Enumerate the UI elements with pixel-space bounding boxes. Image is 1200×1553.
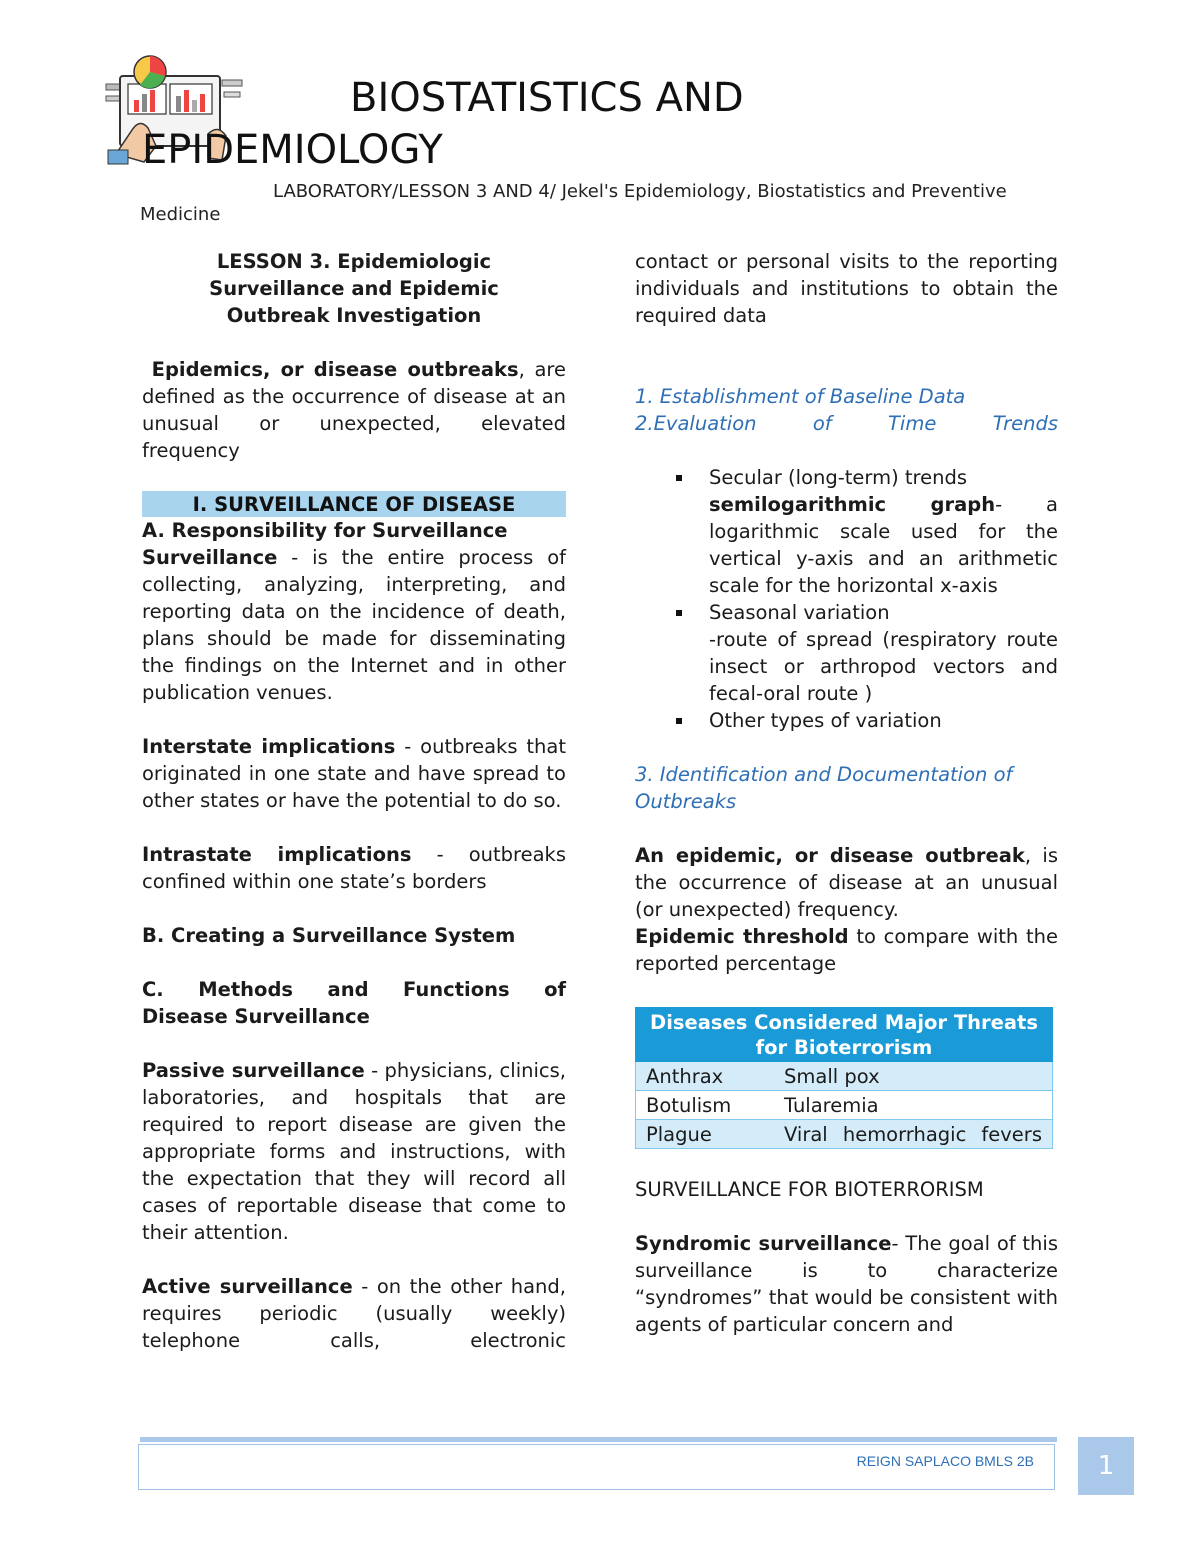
table-row bbox=[636, 1120, 1053, 1149]
lesson-heading-line: Surveillance and Epidemic bbox=[209, 277, 499, 300]
active-definition: - on the other hand, requires periodic (usually weekly) telephone calls, electronic bbox=[142, 1275, 566, 1352]
table-cell: Tularemia bbox=[774, 1091, 1053, 1120]
semilog-term: semilogarithmic graph bbox=[709, 493, 996, 516]
active-term: Active surveillance bbox=[142, 1275, 353, 1298]
surveillance-term: Surveillance bbox=[142, 546, 278, 569]
intro-paragraph bbox=[142, 356, 566, 464]
intrastate-paragraph bbox=[142, 841, 566, 895]
table-cell: Anthrax bbox=[636, 1062, 775, 1091]
right-column bbox=[635, 248, 1058, 1338]
intrastate-definition: - outbreaks confined within one state’s borders bbox=[142, 843, 566, 893]
passive-term: Passive surveillance bbox=[142, 1059, 365, 1082]
table-cell: Plague bbox=[636, 1120, 775, 1149]
document-title: BIOSTATISTICS AND EPIDEMIOLOGY bbox=[142, 75, 744, 173]
passive-paragraph bbox=[142, 1057, 566, 1246]
surveillance-definition: - is the entire process of collecting, analyzing, interpreting, and reporting data on the incidence of death, plans should be made for disseminating the findings on the Internet and in other publication venues. bbox=[142, 546, 566, 704]
subheading-a: A. Responsibility for Surveillance bbox=[142, 519, 508, 542]
threshold-term: Epidemic threshold bbox=[635, 925, 849, 948]
table-header-line: Diseases Considered Major Threats bbox=[650, 1011, 1038, 1034]
intro-definition: , are defined as the occurrence of disease at an unusual or unexpected, elevated frequency bbox=[142, 358, 567, 462]
table-cell: Small pox bbox=[774, 1062, 1053, 1091]
syndromic-definition: - The goal of this surveillance is to characterize “syndromes” that would be consistent with agents of particular concern and bbox=[635, 1232, 1058, 1336]
table-cell: Botulism bbox=[636, 1091, 775, 1120]
list-item bbox=[709, 464, 1058, 599]
lesson-heading-line: LESSON 3. Epidemiologic bbox=[216, 250, 492, 273]
step-2-heading: 2.Evaluation of Time Trends bbox=[635, 412, 1058, 435]
continued-paragraph: contact or personal visits to the reporting individuals and institutions to obtain the required data bbox=[635, 250, 1058, 327]
footer-rule bbox=[140, 1437, 1057, 1442]
step-1-heading: 1. Establishment of Baseline Data bbox=[635, 385, 966, 408]
syndromic-term: Syndromic surveillance bbox=[635, 1232, 892, 1255]
threshold-paragraph bbox=[635, 923, 1058, 977]
step-3-heading: 3. Identification and Documentation of Outbreaks bbox=[635, 763, 1013, 813]
footer-author: REIGN SAPLACO BMLS 2B bbox=[856, 1453, 1034, 1469]
semilog-definition: - a logarithmic scale used for the vertical y-axis and an arithmetic scale for the horizontal x-axis bbox=[709, 493, 1058, 597]
table-row bbox=[636, 1091, 1053, 1120]
interstate-definition: - outbreaks that originated in one state and have spread to other states or have the potential to do so. bbox=[142, 735, 566, 812]
table-row bbox=[636, 1062, 1053, 1091]
interstate-paragraph bbox=[142, 733, 566, 814]
lesson-heading-line: Outbreak Investigation bbox=[226, 304, 482, 327]
section-heading: I. SURVEILLANCE OF DISEASE bbox=[142, 491, 566, 517]
document-subtitle: LABORATORY/LESSON 3 AND 4/ Jekel's Epidemiology, Biostatistics and Preventive Medicine bbox=[140, 181, 1007, 225]
surveillance-paragraph bbox=[142, 544, 566, 706]
table-cell: Viral hemorrhagic fevers bbox=[774, 1120, 1053, 1149]
list-item bbox=[709, 599, 1058, 707]
epidemic-paragraph bbox=[635, 842, 1058, 923]
subheading-c-line2: Disease Surveillance bbox=[142, 1005, 370, 1028]
epidemic-term: An epidemic, or disease outbreak bbox=[635, 844, 1025, 867]
intro-term: Epidemics, or disease outbreaks bbox=[151, 358, 519, 381]
bullet-title: Other types of variation bbox=[709, 709, 942, 732]
bioterrorism-heading: SURVEILLANCE FOR BIOTERRORISM bbox=[635, 1178, 984, 1201]
interstate-term: Interstate implications bbox=[142, 735, 396, 758]
threshold-definition: to compare with the reported percentage bbox=[635, 925, 1058, 975]
bioterrorism-table bbox=[635, 1007, 1053, 1149]
bullet-detail: -route of spread (respiratory route insect or arthropod vectors and fecal-oral route ) bbox=[709, 628, 1058, 705]
passive-definition: - physicians, clinics, laboratories, and hospitals that are required to report disease are given the appropriate forms and instructions, with the expectation that they will record all cases of reportable disease that come to their attention. bbox=[142, 1059, 566, 1244]
bullet-definition bbox=[709, 491, 1058, 599]
list-item bbox=[709, 707, 1058, 734]
subheading-b: B. Creating a Surveillance System bbox=[142, 924, 516, 947]
active-paragraph bbox=[142, 1273, 566, 1354]
bullet-title: Seasonal variation bbox=[709, 601, 890, 624]
table-header bbox=[636, 1008, 1053, 1062]
footer bbox=[138, 1444, 1055, 1490]
bullet-title: Secular (long-term) trends bbox=[709, 466, 968, 489]
page-number: 1 bbox=[1078, 1437, 1134, 1495]
subheading-c-line1: C. Methods and Functions of bbox=[142, 978, 566, 1001]
syndromic-paragraph bbox=[635, 1230, 1058, 1338]
epidemic-definition: , is the occurrence of disease at an unusual (or unexpected) frequency. bbox=[635, 844, 1058, 921]
intrastate-term: Intrastate implications bbox=[142, 843, 412, 866]
left-column bbox=[142, 248, 566, 1354]
time-trends-list bbox=[635, 464, 1058, 734]
table-header-line: for Bioterrorism bbox=[755, 1036, 933, 1059]
